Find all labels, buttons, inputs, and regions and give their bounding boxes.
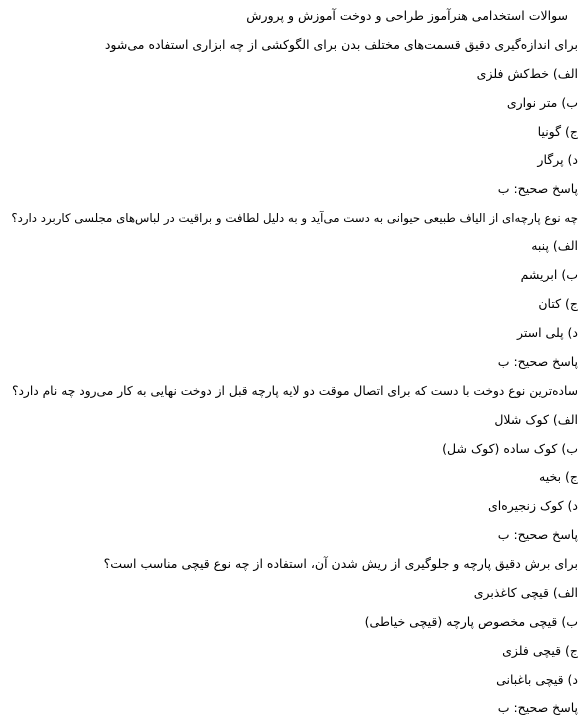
- question-3-option-d: د) کوک زنجیره‌ای: [487, 498, 578, 513]
- question-4-option-c: ج) قیچی فلزی: [502, 643, 578, 658]
- question-2-answer: پاسخ صحیح: ب: [497, 354, 578, 369]
- question-4-option-a: الف) قیچی کاغذبری: [473, 585, 578, 600]
- question-3-answer: پاسخ صحیح: ب: [497, 527, 578, 542]
- question-3-option-a: الف) کوک شلال: [494, 412, 578, 427]
- question-2-option-a: الف) پنبه: [531, 238, 578, 253]
- question-2-option-d: د) پلی استر: [516, 325, 578, 340]
- question-2-option-b: ب) ابریشم: [520, 267, 578, 282]
- question-1-option-c: ج) گونیا: [537, 124, 578, 139]
- question-1-option-d: د) پرگار: [537, 152, 578, 167]
- question-3-option-c: ج) بخیه: [539, 469, 578, 484]
- question-1-text: برای اندازه‌گیری دقیق قسمت‌های مختلف بدن برای الگوکشی از چه ابزاری استفاده می‌شود: [104, 37, 578, 52]
- question-3-option-b: ب) کوک ساده (کوک شل): [442, 441, 578, 456]
- question-4-option-d: د) قیچی باغبانی: [496, 672, 578, 687]
- question-2-option-c: ج) کتان: [538, 296, 578, 311]
- question-4-option-b: ب) قیچی مخصوص پارچه (قیچی خیاطی): [364, 614, 578, 629]
- question-4-answer: پاسخ صحیح: ب: [497, 700, 578, 715]
- question-3-text: ساده‌ترین نوع دوخت با دست که برای اتصال موقت دو لایه پارچه قبل از دوخت نهایی به کار می‌رود چه نام دارد؟: [11, 384, 578, 398]
- question-1-answer: پاسخ صحیح: ب: [497, 181, 578, 196]
- question-1-option-a: الف) خط‌کش فلزی: [476, 66, 578, 81]
- question-1-option-b: ب) متر نواری: [506, 95, 578, 110]
- document-title: سوالات استخدامی هنرآموز طراحی و دوخت آموزش و پرورش: [246, 8, 568, 23]
- question-2-text: چه نوع پارچه‌ای از الیاف طبیعی حیوانی به دست می‌آید و به دلیل لطافت و براقیت در لباس‌های مجلسی کاربرد دارد؟: [11, 211, 578, 225]
- question-4-text: برای برش دقیق پارچه و جلوگیری از ریش شدن آن، استفاده از چه نوع قیچی مناسب است؟: [103, 556, 578, 571]
